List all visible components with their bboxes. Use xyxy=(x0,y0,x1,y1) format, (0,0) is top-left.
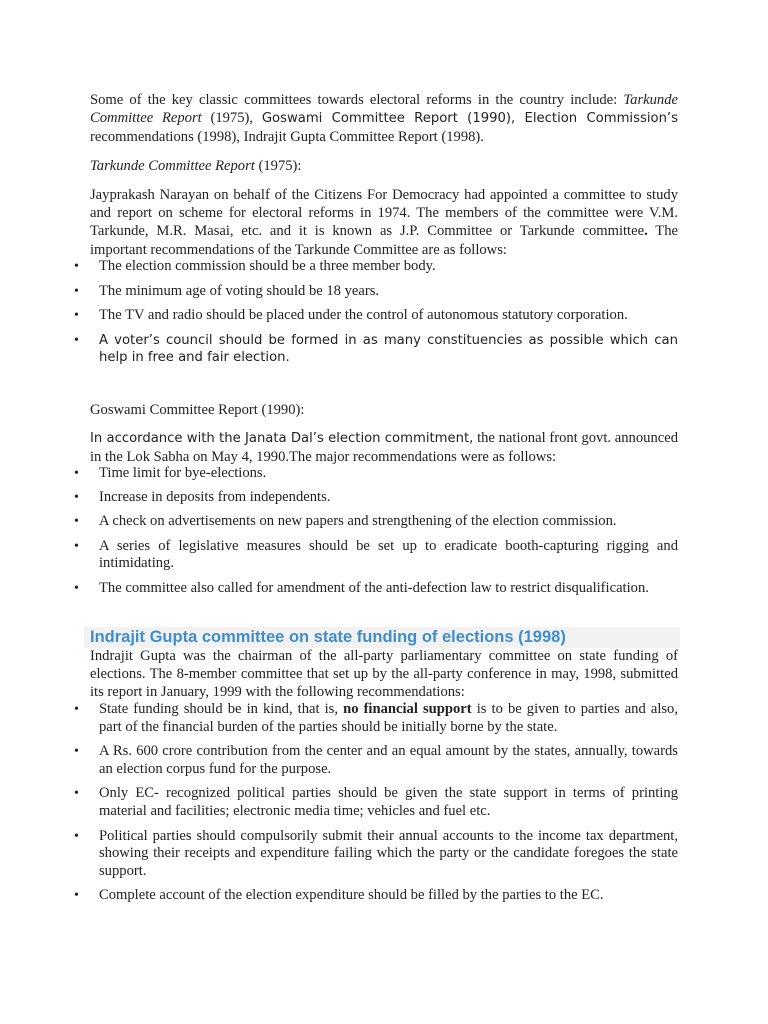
bullet-icon: • xyxy=(74,888,79,904)
bullet-icon: • xyxy=(74,786,79,802)
gupta-paragraph xyxy=(90,647,678,702)
tarkunde-para-a: Jayprakash Narayan on behalf of the Citizens For Democracy had appointed a committee to study and report on scheme for electoral reforms in 1974. The members of the committee were V.M. Tarkunde, M.R. Masai, etc. and it is known as J.P. Committee or Tarkunde committee xyxy=(90,187,678,240)
intro-paragraph xyxy=(90,91,678,147)
tarkunde-para-dot: . xyxy=(644,223,648,240)
gupta-list xyxy=(0,701,678,905)
list-item xyxy=(0,465,678,483)
list-item xyxy=(0,743,678,778)
list-item xyxy=(0,258,678,276)
goswami-title xyxy=(90,401,678,419)
list-item xyxy=(0,580,678,598)
list-item xyxy=(0,489,678,507)
bullet-icon: • xyxy=(74,259,79,274)
list-item-text: A Rs. 600 crore contribution from the center and an equal amount by the states, annually, towards an election corpus fund for the purpose. xyxy=(99,743,678,777)
list-item xyxy=(0,283,678,301)
list-item-text: The committee also called for amendment of the anti-defection law to restrict disqualification. xyxy=(99,579,649,596)
list-item-text: Only EC- recognized political parties should be given the state support in terms of printing material and facilities; electronic media time; vehicles and fuel etc. xyxy=(99,785,678,819)
bullet-icon: • xyxy=(74,702,79,717)
bullet-icon: • xyxy=(74,828,79,844)
list-item xyxy=(0,332,678,367)
list-item-bold: no financial support xyxy=(343,701,472,717)
bullet-icon: • xyxy=(74,308,79,324)
gupta-heading: Indrajit Gupta committee on state funding of elections (1998) xyxy=(90,628,566,646)
tarkunde-title-year: (1975): xyxy=(254,158,302,174)
bullet-icon: • xyxy=(74,332,79,348)
intro-sans-text: Goswami Committee Report (1990), Election Commission’s xyxy=(261,111,678,127)
intro-text-c: recommendations (1998), Indrajit Gupta Committee Report (1998). xyxy=(90,129,484,146)
goswami-para-rest: the national front govt. announced in the Lok Sabha on May 4, 1990.The major recommendations were as follows: xyxy=(90,430,678,466)
tarkunde-title-italic: Tarkunde Committee Report xyxy=(90,158,255,174)
list-item-text: Increase in deposits from independents. xyxy=(99,488,331,505)
list-item xyxy=(0,701,678,736)
intro-text-b: (1975), xyxy=(201,110,262,127)
goswami-list xyxy=(0,465,678,598)
list-item-text: A voter’s council should be formed in as many constituencies as possible which can help in free and fair election. xyxy=(99,332,678,366)
list-item-text: Time limit for bye-elections. xyxy=(99,465,267,481)
tarkunde-list xyxy=(0,258,678,367)
intro-tarkunde-italic: Tarkunde Committee Report xyxy=(90,92,678,127)
list-item-text: Complete account of the election expenditure should be filled by the parties to the EC. xyxy=(99,887,604,904)
tarkunde-title xyxy=(90,157,678,175)
list-item-text: A check on advertisements on new papers and strengthening of the election commission. xyxy=(99,513,617,530)
bullet-icon: • xyxy=(74,283,79,299)
gupta-para-text: Indrajit Gupta was the chairman of the all-party parliamentary committee on state funding of elections. The 8-member committee that set up by the all-party conference in may, 1998, submitted its report in January, 1999 with the following recommendations: xyxy=(90,648,678,701)
list-item-text: A series of legislative measures should be set up to eradicate booth-capturing rigging and intimidating. xyxy=(99,537,678,572)
list-item-text-a: State funding should be in kind, that is, xyxy=(99,701,344,717)
bullet-icon: • xyxy=(74,489,79,505)
bullet-icon: • xyxy=(74,466,79,481)
list-item-text: Political parties should compulsorily submit their annual accounts to the income tax department, showing their receipts and expenditure failing which the party or the candidate foregoes the state support. xyxy=(99,827,678,879)
list-item-text: The minimum age of voting should be 18 years. xyxy=(99,282,380,299)
list-item-text: The election commission should be a three member body. xyxy=(99,258,436,274)
bullet-icon: • xyxy=(74,580,79,596)
list-item xyxy=(0,828,678,881)
tarkunde-paragraph xyxy=(90,186,678,259)
list-item xyxy=(0,785,678,820)
intro-text-a: Some of the key classic committees towards electoral reforms in the country include: xyxy=(90,92,624,108)
bullet-icon: • xyxy=(74,514,79,530)
list-item xyxy=(0,887,678,905)
list-item-text: The TV and radio should be placed under the control of autonomous statutory corporation. xyxy=(99,307,628,324)
goswami-title-text: Goswami Committee Report (1990): xyxy=(90,402,305,418)
bullet-icon: • xyxy=(74,538,79,554)
tarkunde-para-b: The important recommendations of the Tarkunde Committee are as follows: xyxy=(90,223,678,258)
list-item-text-b: is to be given to parties and also, part of the financial burden of the parties should be initially borne by the state. xyxy=(99,701,678,735)
goswami-paragraph xyxy=(90,429,678,466)
list-item xyxy=(0,513,678,531)
list-item xyxy=(0,307,678,325)
list-item xyxy=(0,538,678,573)
goswami-para-sans: In accordance with the Janata Dal’s election commitment, xyxy=(90,431,474,446)
bullet-icon: • xyxy=(74,744,79,760)
